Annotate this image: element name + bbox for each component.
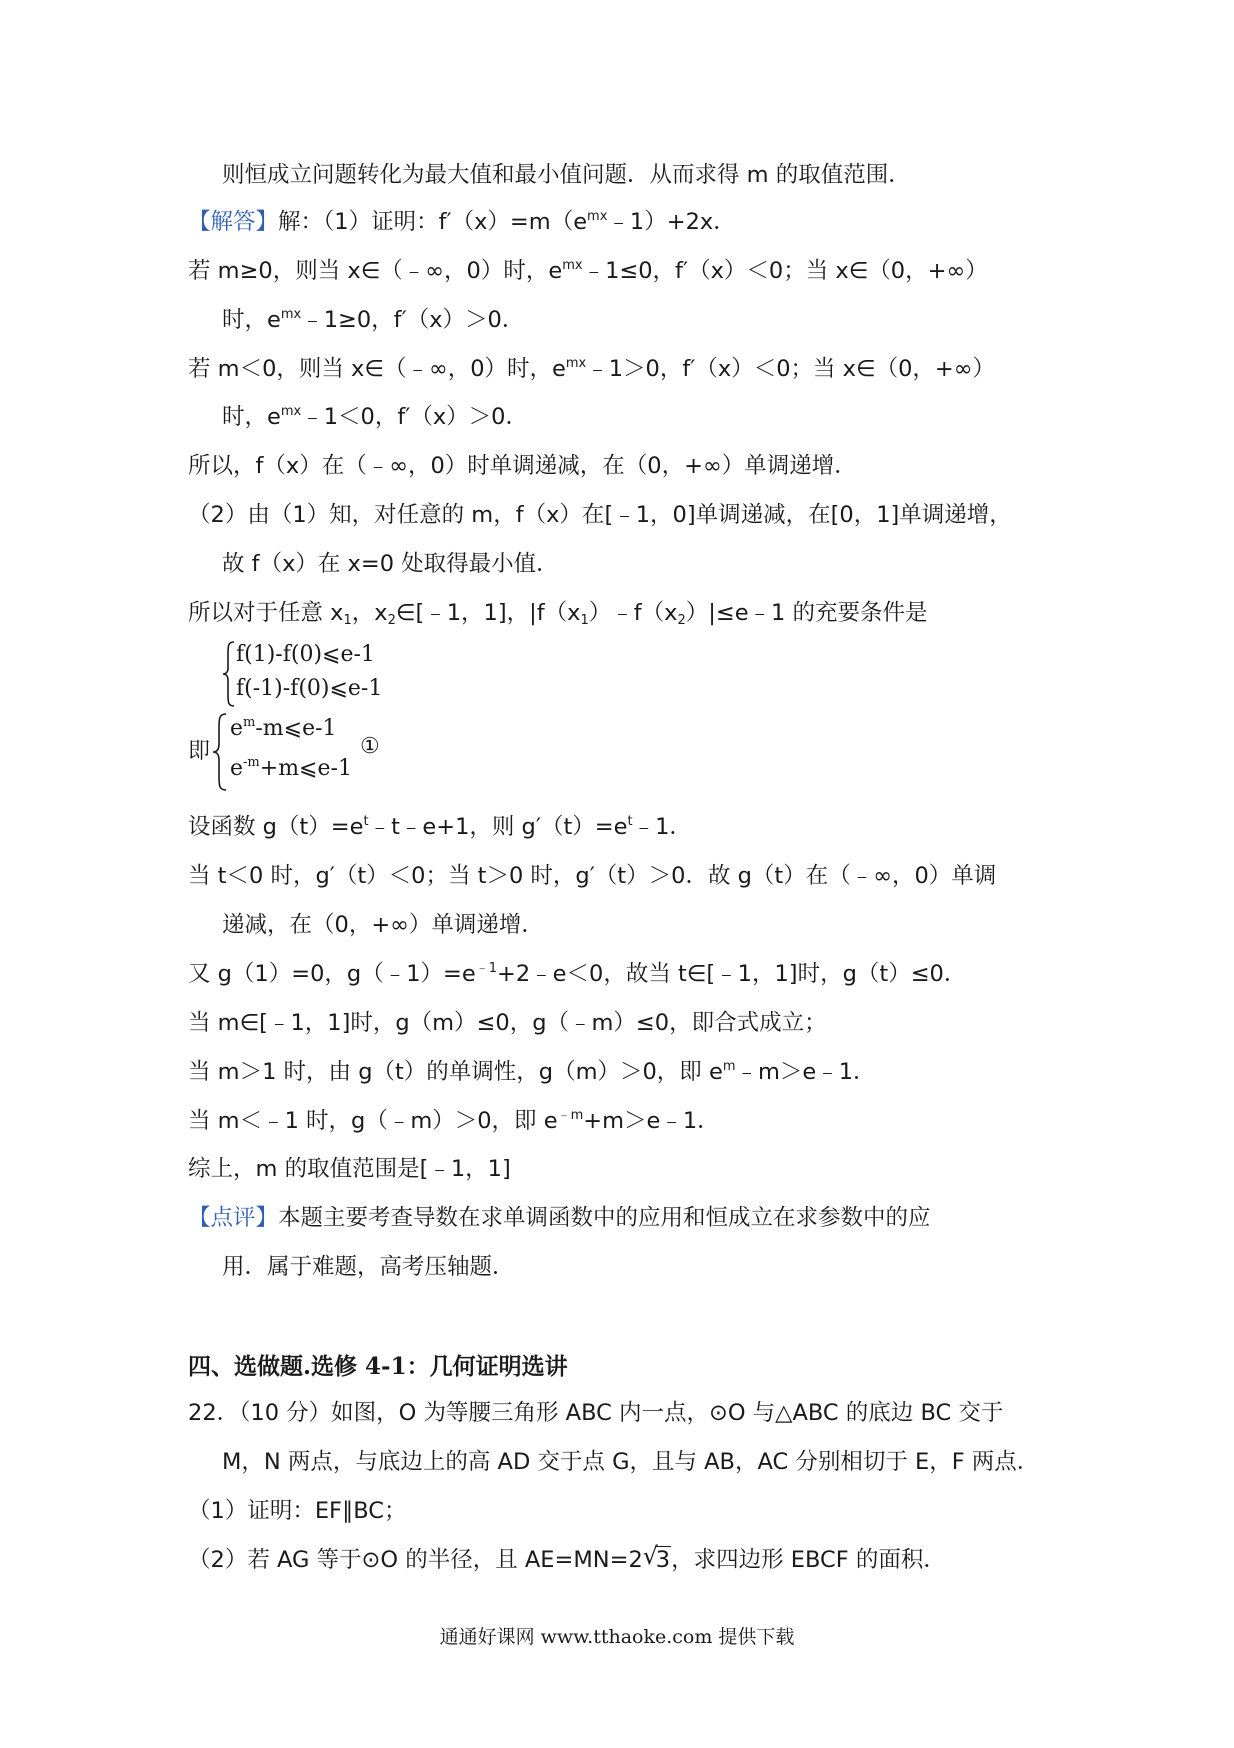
superscript: m (722, 1059, 736, 1074)
text-segment: ﹣1． (632, 814, 692, 840)
text-segment: e (230, 716, 244, 741)
text-line: 所以，f（x）在（﹣∞，0）时单调递减，在（0，+∞）单调递增． (188, 453, 857, 479)
superscript: ﹣m (557, 1108, 584, 1123)
left-brace-icon (212, 712, 228, 792)
text-line (222, 305, 524, 335)
comment-line (188, 1203, 931, 1233)
text-segment: ﹣m＞e﹣1． (735, 1059, 876, 1085)
circled-one-marker: ① (360, 734, 380, 759)
text-segment: 时，e (222, 404, 281, 430)
text-segment: 解：（1）证明：f′（x）=m（e (278, 209, 588, 235)
text-line: 用．属于难题，高考压轴题． (222, 1254, 515, 1280)
text-segment: e (230, 756, 244, 781)
text-line (222, 402, 528, 432)
text-line (188, 598, 928, 628)
text-line: 当 t＜0 时，g′（t）＜0；当 t＞0 时，g′（t）＞0．故 g（t）在（﹣∞，0）单调 (188, 863, 997, 889)
text-line: 当 m∈[﹣1，1]时，g（m）≤0，g（﹣m）≤0，即合式成立； (188, 1010, 827, 1036)
superscript: t (627, 814, 633, 829)
system-row: f(1)-f(0)⩽e-1 (236, 642, 375, 667)
section-heading: 四、选做题.选修 4-1：几何证明选讲 (188, 1353, 568, 1380)
superscript: mx (562, 258, 583, 273)
text-line (188, 1057, 876, 1087)
text-segment: ∈[﹣1，1]，|f（x (395, 600, 581, 626)
subscript: 1 (343, 613, 352, 628)
text-line: （2）由（1）知，对任意的 m，f（x）在[﹣1，0]单调递减，在[0，1]单调递增， (188, 502, 1012, 528)
text-line (188, 1106, 720, 1136)
text-segment: +2﹣e＜0，故当 t∈[﹣1，1]时，g（t）≤0． (497, 961, 967, 987)
text-line (188, 256, 988, 286)
square-root (642, 1542, 671, 1575)
text-segment: （2）若 AG 等于⊙O 的半径，且 AE=MN=2 (188, 1547, 643, 1573)
text-segment: 本题主要考查导数在求单调函数中的应用和恒成立在求参数中的应 (278, 1205, 931, 1231)
radical-icon: √ (642, 1542, 659, 1570)
text-segment: 又 g（1）=0，g（﹣1）=e (188, 961, 476, 987)
system-row: f(-1)-f(0)⩽e-1 (236, 676, 383, 701)
superscript: m (243, 715, 256, 730)
text-segment: ﹣1≤0，f′（x）＜0；当 x∈（0，+∞） (582, 258, 988, 284)
text-segment: 所以对于任意 x (188, 600, 344, 626)
text-segment: +m＞e﹣1． (583, 1108, 720, 1134)
text-segment: ﹣1）+2x． (607, 209, 736, 235)
left-brace-icon (222, 640, 236, 708)
text-segment: 当 m＞1 时，由 g（t）的单调性，g（m）＞0，即 e (188, 1059, 723, 1085)
text-segment: 设函数 g（t）=e (188, 814, 364, 840)
question-line: （1）证明：EF∥BC； (188, 1498, 407, 1524)
text-segment: +m⩽e-1 (259, 756, 352, 781)
text-segment: 若 m≥0，则当 x∈（﹣∞，0）时，e (188, 258, 563, 284)
text-line: 综上，m 的取值范围是[﹣1，1] (188, 1156, 511, 1182)
question-line: M，N 两点，与底边上的高 AD 交于点 G，且与 AB，AC 分别相切于 E，F 两点． (222, 1449, 1040, 1475)
system-row (230, 716, 337, 741)
text-segment: 若 m＜0，则当 x∈（﹣∞，0）时，e (188, 356, 566, 382)
question-line (188, 1542, 946, 1575)
system-prefix: 即 (188, 739, 211, 764)
text-line: 则恒成立问题转化为最大值和最小值问题．从而求得 m 的取值范围． (222, 162, 911, 188)
text-segment: ，x (351, 600, 388, 626)
inequality-system-2 (188, 712, 448, 792)
text-line (188, 812, 692, 842)
text-line: 故 f（x）在 x=0 处取得最小值． (222, 551, 559, 577)
answer-tag: 【解答】 (188, 209, 279, 235)
subscript: 2 (677, 613, 686, 628)
inequality-system-1 (222, 640, 462, 710)
radicand: 3 (655, 1547, 671, 1573)
text-segment: -m⩽e-1 (255, 716, 337, 741)
question-line: 22．（10 分）如图，O 为等腰三角形 ABC 内一点，⊙O 与△ABC 的底边 BC 交于 (188, 1400, 1004, 1426)
subscript: 2 (387, 613, 396, 628)
superscript: -m (243, 755, 260, 770)
superscript: mx (565, 356, 587, 371)
text-line: 递减，在（0，+∞）单调递增． (222, 912, 544, 938)
text-segment: ）|≤e﹣1 的充要条件是 (685, 600, 928, 626)
subscript: 1 (580, 613, 589, 628)
text-segment: 时，e (222, 307, 281, 333)
superscript: t (363, 814, 369, 829)
text-segment: ﹣1≥0，f′（x）＞0． (301, 307, 525, 333)
text-segment: ，求四边形 EBCF 的面积． (671, 1547, 946, 1573)
answer-line (188, 207, 736, 237)
text-segment: ﹣t﹣e+1，则 g′（t）=e (368, 814, 628, 840)
superscript: ﹣1 (475, 961, 497, 976)
system-row (230, 756, 352, 781)
text-segment: ﹣1＜0，f′（x）＞0． (301, 404, 528, 430)
comment-tag: 【点评】 (188, 1205, 279, 1231)
text-segment: 当 m＜﹣1 时，g（﹣m）＞0，即 e (188, 1108, 558, 1134)
text-line (188, 354, 995, 384)
text-segment: ﹣1＞0，f′（x）＜0；当 x∈（0，+∞） (586, 356, 995, 382)
superscript: mx (280, 404, 302, 419)
superscript: mx (280, 307, 302, 322)
superscript: mx (587, 209, 608, 224)
text-segment: ）﹣f（x (588, 600, 678, 626)
page-footer: 通通好课网 www.tthaoke.com 提供下载 (439, 1626, 795, 1648)
text-line (188, 959, 966, 989)
